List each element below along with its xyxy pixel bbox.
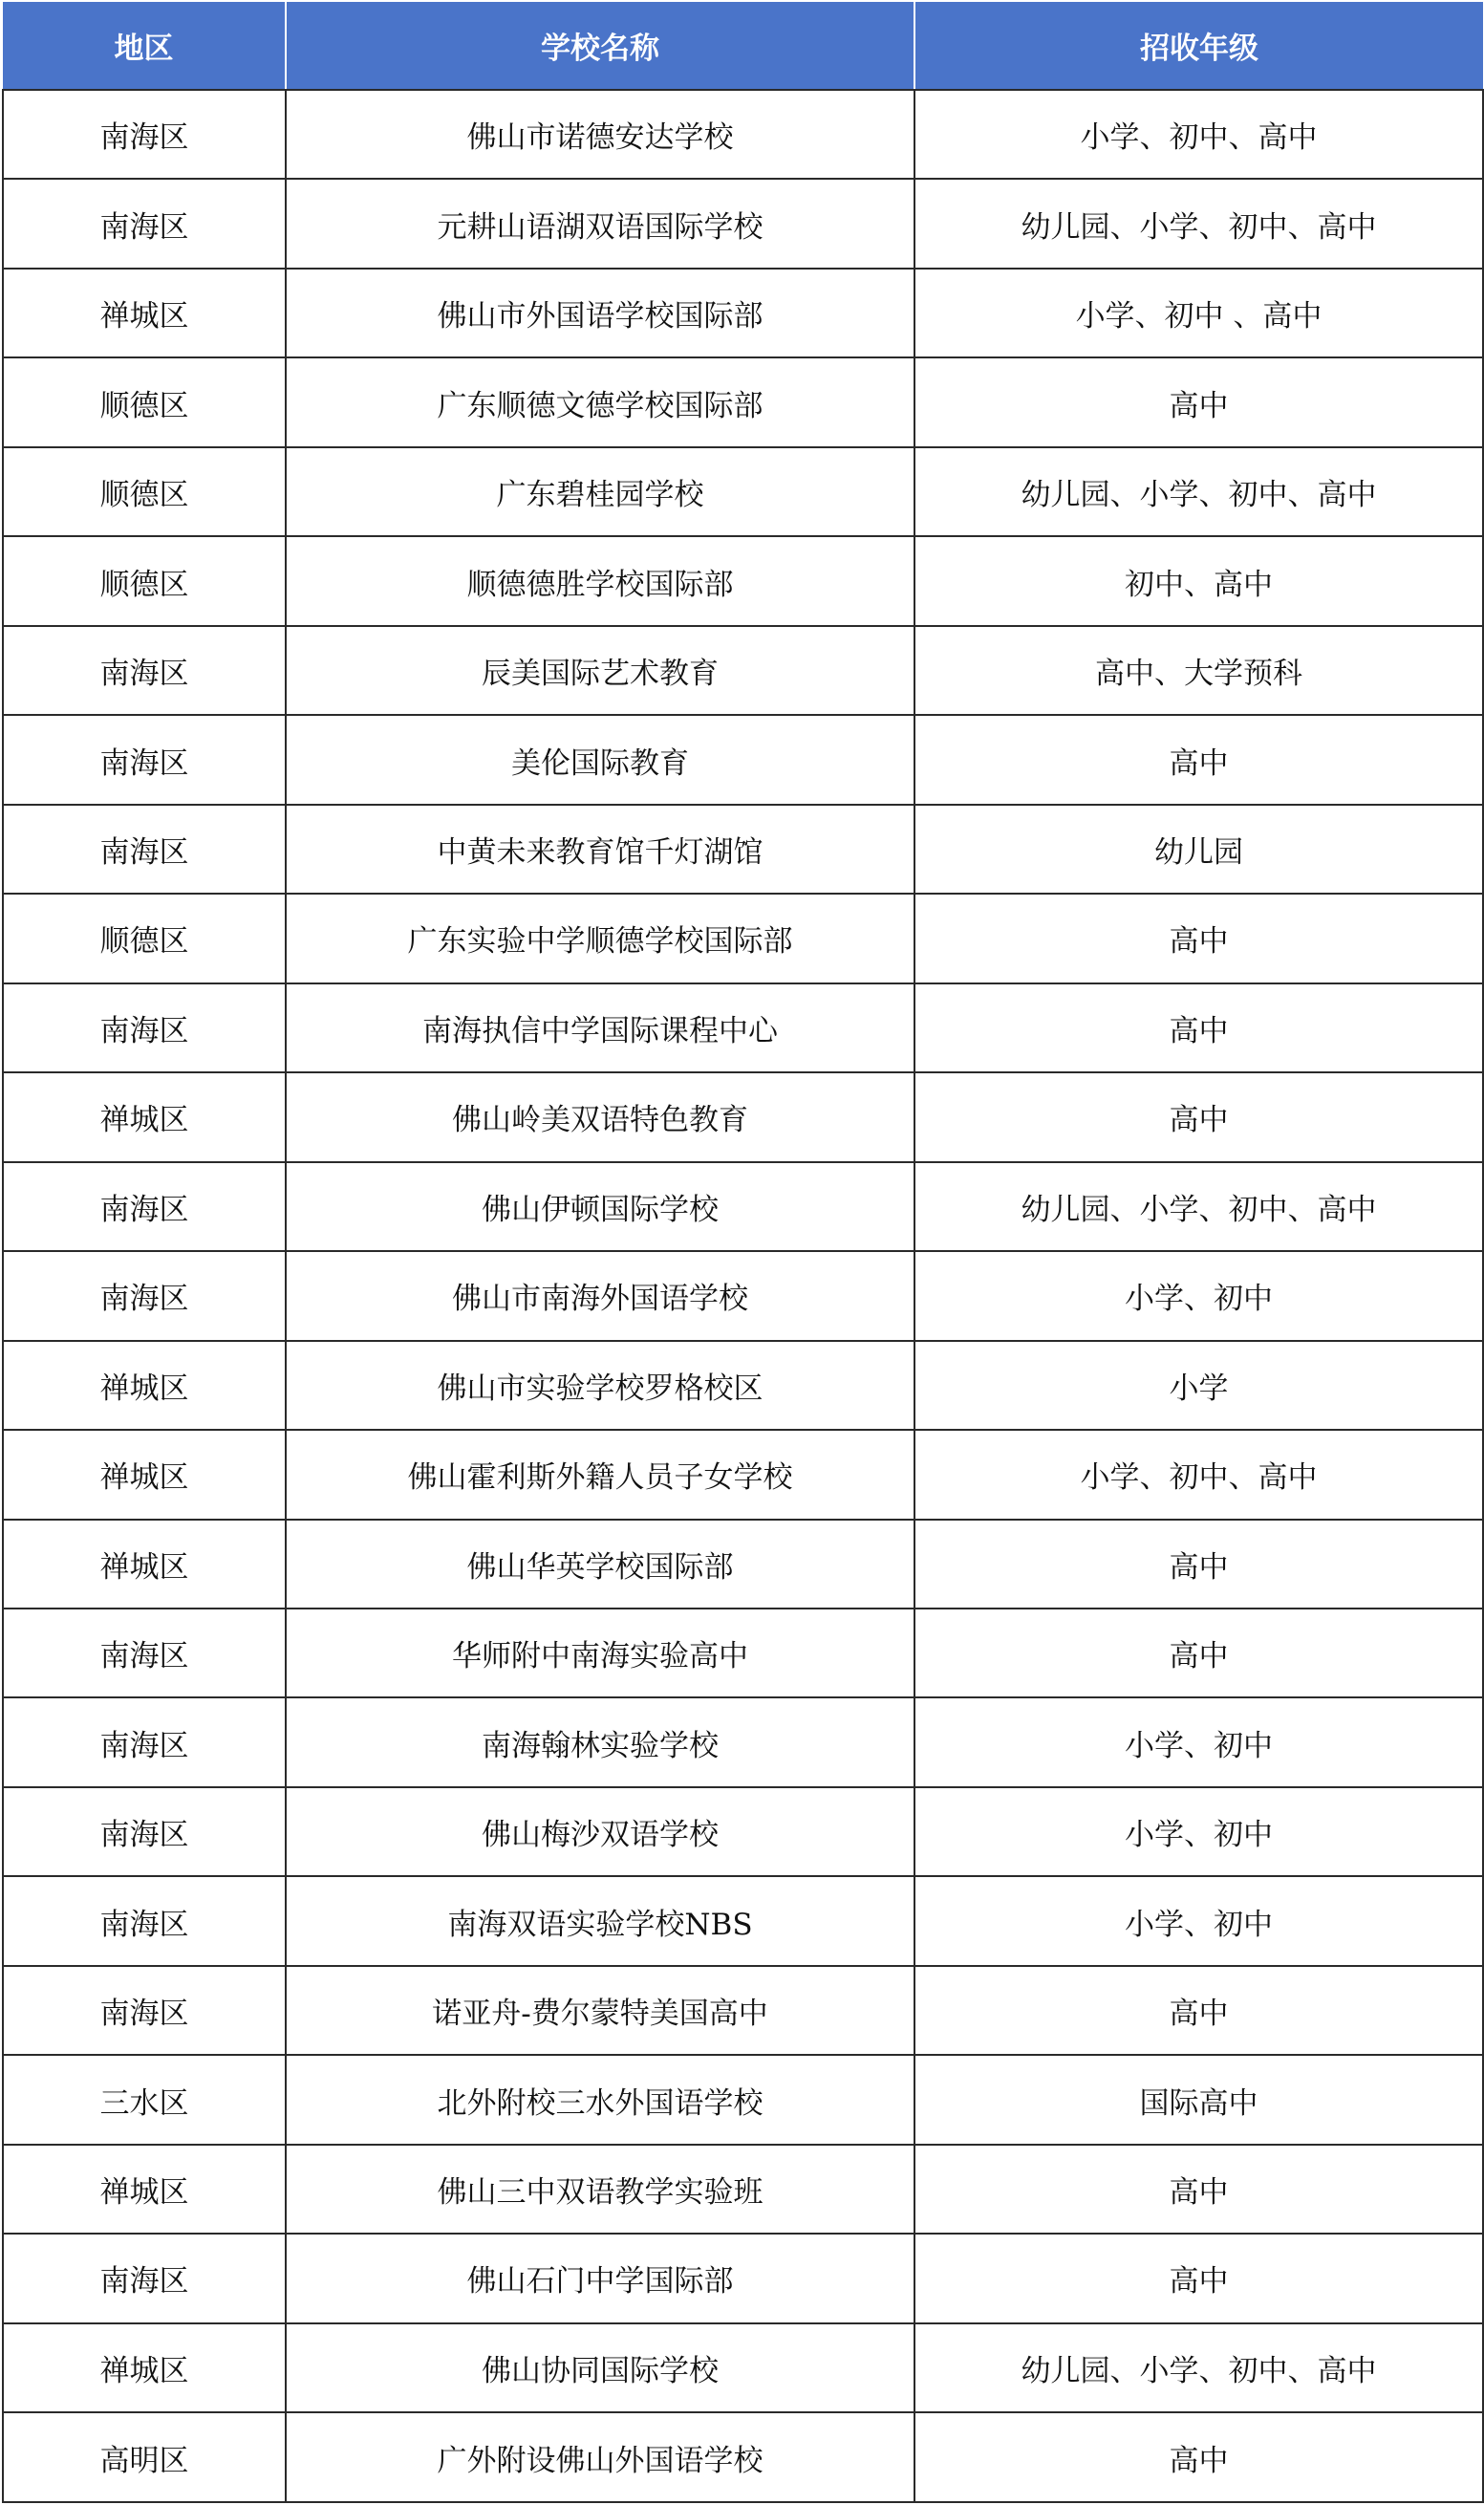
- table-row: [3, 1876, 1483, 1965]
- table-row: [3, 1162, 1483, 1251]
- table-row: [3, 2234, 1483, 2322]
- table-row: [3, 805, 1483, 894]
- cell-district: 南海区: [3, 179, 286, 268]
- cell-school-name: 佛山协同国际学校: [286, 2323, 914, 2412]
- header-school-name: 学校名称: [286, 2, 914, 90]
- cell-district: 南海区: [3, 1876, 286, 1965]
- table-row: [3, 357, 1483, 446]
- cell-district: 南海区: [3, 1609, 286, 1697]
- cell-district: 顺德区: [3, 357, 286, 446]
- table-row: [3, 894, 1483, 983]
- cell-district: 禅城区: [3, 1520, 286, 1609]
- cell-grades: 小学、初中: [914, 1787, 1483, 1876]
- cell-grades: 高中: [914, 1072, 1483, 1161]
- cell-grades: 幼儿园、小学、初中、高中: [914, 1162, 1483, 1251]
- table-row: [3, 447, 1483, 536]
- cell-school-name: 北外附校三水外国语学校: [286, 2055, 914, 2144]
- cell-school-name: 广外附设佛山外国语学校: [286, 2412, 914, 2502]
- table-row: [3, 269, 1483, 357]
- table-row: [3, 536, 1483, 625]
- cell-district: 南海区: [3, 983, 286, 1072]
- table-row: [3, 2323, 1483, 2412]
- header-district: 地区: [3, 2, 286, 90]
- cell-grades: 小学、初中、高中: [914, 1430, 1483, 1519]
- cell-grades: 高中: [914, 1966, 1483, 2055]
- cell-school-name: 佛山岭美双语特色教育: [286, 1072, 914, 1161]
- cell-grades: 高中、大学预科: [914, 626, 1483, 715]
- table-row: [3, 983, 1483, 1072]
- cell-district: 禅城区: [3, 2323, 286, 2412]
- cell-school-name: 佛山伊顿国际学校: [286, 1162, 914, 1251]
- table-row: [3, 626, 1483, 715]
- cell-grades: 高中: [914, 2145, 1483, 2234]
- table-header: [3, 2, 1483, 90]
- cell-grades: 高中: [914, 715, 1483, 804]
- table-row: [3, 1341, 1483, 1430]
- cell-grades: 高中: [914, 1520, 1483, 1609]
- cell-school-name: 佛山华英学校国际部: [286, 1520, 914, 1609]
- cell-grades: 小学、初中: [914, 1251, 1483, 1340]
- table-body: [3, 90, 1483, 2502]
- table-row: [3, 1787, 1483, 1876]
- cell-school-name: 美伦国际教育: [286, 715, 914, 804]
- cell-school-name: 佛山市实验学校罗格校区: [286, 1341, 914, 1430]
- cell-district: 南海区: [3, 1966, 286, 2055]
- cell-school-name: 南海翰林实验学校: [286, 1697, 914, 1786]
- cell-school-name: 佛山市外国语学校国际部: [286, 269, 914, 357]
- cell-district: 禅城区: [3, 1072, 286, 1161]
- cell-grades: 高中: [914, 894, 1483, 983]
- cell-grades: 幼儿园、小学、初中、高中: [914, 179, 1483, 268]
- table-row: [3, 1966, 1483, 2055]
- cell-grades: 高中: [914, 983, 1483, 1072]
- cell-district: 南海区: [3, 1697, 286, 1786]
- cell-school-name: 广东顺德文德学校国际部: [286, 357, 914, 446]
- cell-school-name: 诺亚舟-费尔蒙特美国高中: [286, 1966, 914, 2055]
- cell-school-name: 佛山市南海外国语学校: [286, 1251, 914, 1340]
- cell-district: 南海区: [3, 2234, 286, 2322]
- cell-grades: 小学、初中 、高中: [914, 269, 1483, 357]
- cell-grades: 高中: [914, 2234, 1483, 2322]
- cell-grades: 初中、高中: [914, 536, 1483, 625]
- header-grades: 招收年级: [914, 2, 1483, 90]
- cell-school-name: 南海双语实验学校NBS: [286, 1876, 914, 1965]
- cell-school-name: 广东实验中学顺德学校国际部: [286, 894, 914, 983]
- cell-grades: 小学: [914, 1341, 1483, 1430]
- table-row: [3, 90, 1483, 179]
- cell-school-name: 顺德德胜学校国际部: [286, 536, 914, 625]
- table-row: [3, 179, 1483, 268]
- cell-district: 禅城区: [3, 2145, 286, 2234]
- table-row: [3, 1072, 1483, 1161]
- table-row: [3, 1251, 1483, 1340]
- cell-district: 禅城区: [3, 1430, 286, 1519]
- cell-grades: 幼儿园、小学、初中、高中: [914, 447, 1483, 536]
- cell-district: 南海区: [3, 805, 286, 894]
- cell-school-name: 广东碧桂园学校: [286, 447, 914, 536]
- cell-school-name: 佛山石门中学国际部: [286, 2234, 914, 2322]
- table-row: [3, 2055, 1483, 2144]
- cell-grades: 小学、初中: [914, 1876, 1483, 1965]
- cell-school-name: 佛山市诺德安达学校: [286, 90, 914, 179]
- cell-district: 禅城区: [3, 269, 286, 357]
- cell-school-name: 佛山梅沙双语学校: [286, 1787, 914, 1876]
- table-row: [3, 2145, 1483, 2234]
- cell-grades: 国际高中: [914, 2055, 1483, 2144]
- cell-grades: 小学、初中、高中: [914, 90, 1483, 179]
- school-table: [2, 2, 1484, 2503]
- cell-district: 顺德区: [3, 536, 286, 625]
- table-row: [3, 1430, 1483, 1519]
- cell-district: 南海区: [3, 90, 286, 179]
- cell-grades: 高中: [914, 1609, 1483, 1697]
- cell-grades: 高中: [914, 2412, 1483, 2502]
- cell-school-name: 佛山三中双语教学实验班: [286, 2145, 914, 2234]
- cell-grades: 小学、初中: [914, 1697, 1483, 1786]
- cell-school-name: 中黄未来教育馆千灯湖馆: [286, 805, 914, 894]
- cell-district: 顺德区: [3, 447, 286, 536]
- cell-district: 顺德区: [3, 894, 286, 983]
- cell-school-name: 南海执信中学国际课程中心: [286, 983, 914, 1072]
- cell-school-name: 华师附中南海实验高中: [286, 1609, 914, 1697]
- cell-grades: 幼儿园、小学、初中、高中: [914, 2323, 1483, 2412]
- table-row: [3, 2412, 1483, 2502]
- cell-district: 高明区: [3, 2412, 286, 2502]
- cell-district: 南海区: [3, 1787, 286, 1876]
- cell-district: 南海区: [3, 715, 286, 804]
- cell-grades: 幼儿园: [914, 805, 1483, 894]
- table-row: [3, 1520, 1483, 1609]
- cell-school-name: 佛山霍利斯外籍人员子女学校: [286, 1430, 914, 1519]
- cell-grades: 高中: [914, 357, 1483, 446]
- cell-district: 南海区: [3, 626, 286, 715]
- cell-district: 南海区: [3, 1162, 286, 1251]
- cell-district: 南海区: [3, 1251, 286, 1340]
- cell-district: 禅城区: [3, 1341, 286, 1430]
- header-row: [3, 2, 1483, 90]
- table-row: [3, 1697, 1483, 1786]
- table-row: [3, 1609, 1483, 1697]
- cell-school-name: 元耕山语湖双语国际学校: [286, 179, 914, 268]
- cell-school-name: 辰美国际艺术教育: [286, 626, 914, 715]
- cell-district: 三水区: [3, 2055, 286, 2144]
- table-row: [3, 715, 1483, 804]
